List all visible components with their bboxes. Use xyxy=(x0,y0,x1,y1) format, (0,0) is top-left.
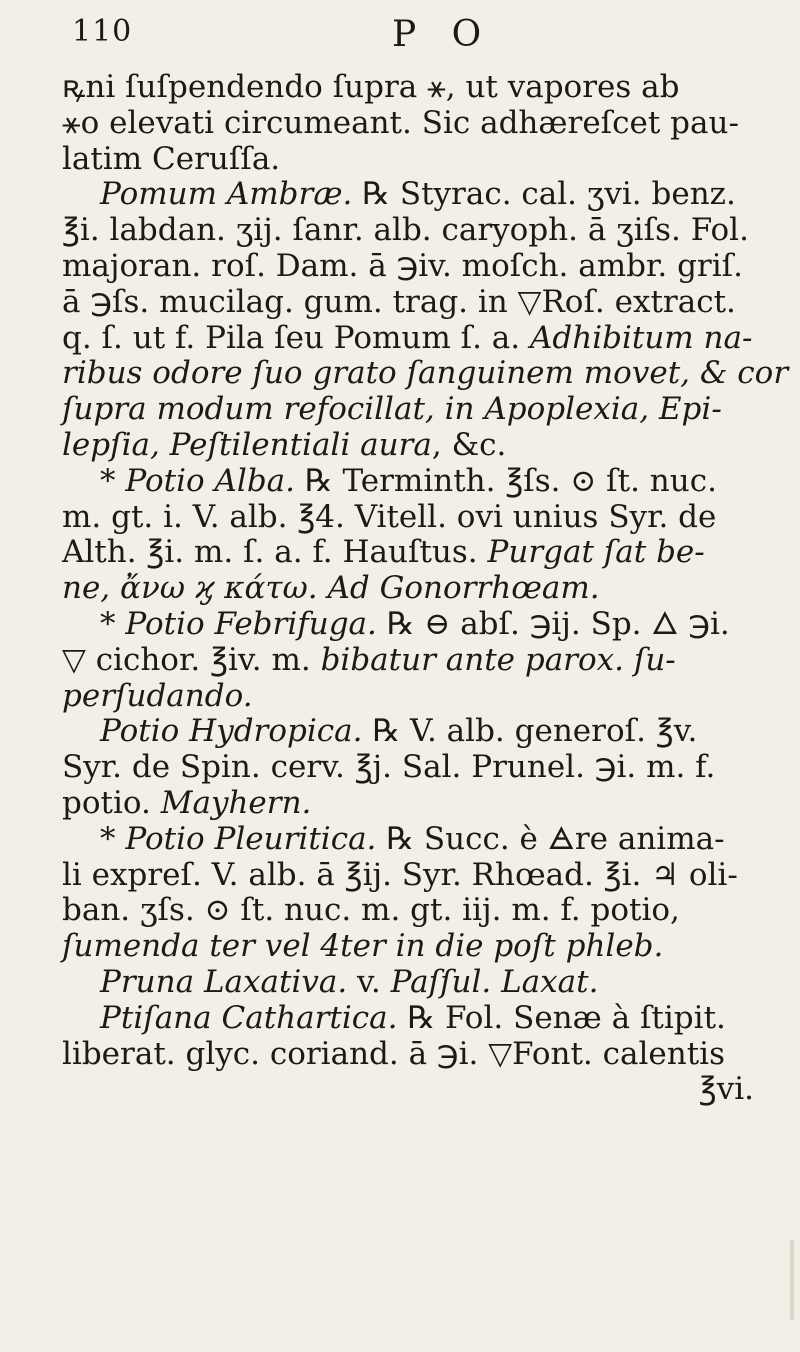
roman-text: ▽ cichor. ℥iv. m. xyxy=(62,641,321,678)
text-line xyxy=(62,321,782,357)
italic-text: Adhibitum na- xyxy=(530,319,753,356)
text-line xyxy=(62,1001,782,1037)
text-line xyxy=(62,355,789,392)
italic-text: Pruna Laxativa. xyxy=(100,963,348,1000)
italic-text: Mayhern. xyxy=(160,784,312,821)
italic-text: Potio Alba. xyxy=(125,462,295,499)
roman-text: ban. ʒſs. ⊙ ſt. nuc. m. gt. iij. m. f. potio, xyxy=(62,892,680,929)
roman-text: ℞ V. alb. generoſ. ℥v. xyxy=(362,713,698,750)
page-edge-smudge xyxy=(790,1240,794,1320)
text-line xyxy=(62,786,782,822)
italic-text: Pomum Ambræ. xyxy=(100,176,353,213)
text-line xyxy=(62,679,782,715)
italic-text: ſupra modum refocillat, in Apoplexia, Epi- xyxy=(62,391,722,428)
roman-text: * xyxy=(100,605,126,642)
roman-text: ā ℈ſs. mucilag. gum. trag. in ▽Roſ. extract. xyxy=(62,283,736,320)
roman-text: ℥vi. xyxy=(698,1071,754,1108)
italic-text: bibatur ante parox. ſu- xyxy=(320,641,676,678)
text-line xyxy=(62,1072,782,1108)
text-line xyxy=(62,714,782,750)
roman-text: ℞ Terminth. ℥ſs. ⊙ ſt. nuc. xyxy=(295,462,717,499)
text-line xyxy=(62,571,782,607)
roman-text: ꝶni ſuſpendendo ſupra ⚹, ut vapores ab xyxy=(62,69,680,105)
page-header xyxy=(0,14,800,64)
roman-text: latim Ceruſſa. xyxy=(62,140,281,177)
roman-text: ℞ Succ. è 🜁re anima- xyxy=(376,820,725,857)
roman-text: Syr. de Spin. cerv. ℥j. Sal. Prunel. ℈i. m. f. xyxy=(62,749,716,786)
body-text xyxy=(62,69,789,1108)
italic-text: ne, ἄνω ϗ κάτω. Ad Gonorrhœam. xyxy=(62,570,600,607)
text-line xyxy=(62,1037,782,1073)
roman-text: v. xyxy=(347,963,391,1000)
italic-text: ſumenda ter vel 4ter in die poſt phleb. xyxy=(62,928,664,965)
roman-text: m. gt. i. V. alb. ℥4. Vitell. ovi unius Syr. de xyxy=(62,498,717,535)
roman-text: ℞ Styrac. cal. ʒvi. benz. xyxy=(352,176,736,213)
text-line xyxy=(62,750,782,786)
text-line xyxy=(62,858,782,894)
text-line xyxy=(62,822,782,858)
roman-text: Alth. ℥i. m. ſ. a. f. Hauſtus. xyxy=(62,534,488,571)
text-line xyxy=(62,535,782,571)
roman-text: majoran. roſ. Dam. ā ℈iv. moſch. ambr. griſ. xyxy=(62,247,743,284)
text-line xyxy=(62,177,782,213)
roman-text: ℞ ⊖ abſ. ℈ij. Sp. 🜂 ℈i. xyxy=(376,605,730,642)
roman-text: ℥i. labdan. ʒij. ſanr. alb. caryoph. ā ʒiſs. Fol. xyxy=(62,212,749,249)
italic-text: Potio Hydropica. xyxy=(100,713,363,750)
roman-text: potio. xyxy=(62,784,161,821)
italic-text: ribus odore ſuo grato ſanguinem movet, & cor xyxy=(62,355,789,392)
text-line xyxy=(62,464,782,500)
text-line xyxy=(62,893,782,929)
italic-text: Ptiſana Cathartica. xyxy=(100,999,398,1036)
roman-text: q. ſ. ut f. Pila ſeu Pomum ſ. a. xyxy=(62,319,530,356)
roman-text: * xyxy=(100,820,126,857)
page-number: 110 xyxy=(72,14,133,49)
italic-text: lepſia, Peſtilentiali aura xyxy=(62,426,432,463)
text-line xyxy=(62,106,782,142)
text-line xyxy=(62,500,782,536)
italic-text: Paſſul. Laxat. xyxy=(390,963,599,1000)
roman-text: liberat. glyc. coriand. ā ℈i. ▽Font. calentis xyxy=(62,1035,725,1072)
italic-text: Purgat ſat be- xyxy=(487,534,705,571)
text-line xyxy=(62,929,782,965)
roman-text: , &c. xyxy=(431,426,507,463)
italic-text: Potio Pleuritica. xyxy=(125,820,377,857)
roman-text: * xyxy=(100,462,126,499)
text-line xyxy=(62,643,782,679)
running-head: P O xyxy=(392,14,494,55)
text-line xyxy=(62,142,782,178)
text-line xyxy=(62,213,782,249)
roman-text: ⚹o elevati circumeant. Sic adhæreſcet pau- xyxy=(62,104,739,141)
text-line xyxy=(62,607,782,643)
text-line xyxy=(62,428,782,464)
roman-text: li expreſ. V. alb. ā ℥ij. Syr. Rhœad. ℥i. ♃ oli- xyxy=(62,856,738,893)
roman-text: ℞ Fol. Senæ à ſtipit. xyxy=(397,999,726,1036)
italic-text: Potio Febrifuga. xyxy=(125,605,377,642)
text-line xyxy=(62,249,782,285)
text-line xyxy=(62,965,782,1001)
text-line xyxy=(62,392,782,428)
text-line xyxy=(62,70,782,106)
italic-text: perſudando. xyxy=(62,677,253,714)
text-line xyxy=(62,285,782,321)
